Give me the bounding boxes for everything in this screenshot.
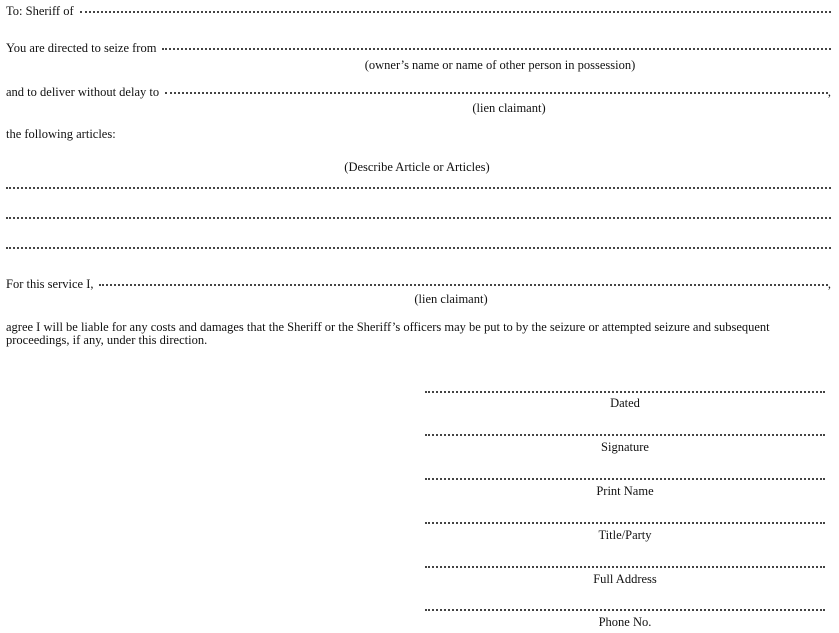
following-articles-label: the following articles:	[6, 127, 116, 141]
print-name-field[interactable]	[425, 477, 825, 480]
dated-caption: Dated	[610, 396, 640, 410]
sheriff-of-line	[6, 4, 831, 20]
seize-from-field[interactable]	[162, 47, 831, 50]
article-line-2	[6, 218, 831, 234]
article-field-2[interactable]	[6, 216, 831, 219]
phone-no-field[interactable]	[425, 608, 825, 611]
lien-claimant-caption-1: (lien claimant)	[472, 101, 546, 115]
deliver-to-label: and to deliver without delay to	[6, 85, 160, 99]
article-line-3	[6, 248, 831, 264]
seize-from-line	[6, 41, 831, 57]
seize-from-label: You are directed to seize from	[6, 41, 157, 55]
liability-paragraph: agree I will be liable for any costs and damages that the Sheriff or the Sheriff’s officers may be put to by the seizure or attempted seizure and subsequent proceedings, if any, under this direction.	[6, 320, 770, 347]
deliver-to-field[interactable]	[165, 91, 828, 94]
full-address-field[interactable]	[425, 565, 825, 568]
sheriff-of-field[interactable]	[80, 10, 831, 13]
title-party-field[interactable]	[425, 521, 825, 524]
describe-articles-caption: (Describe Article or Articles)	[344, 160, 490, 174]
signature-caption: Signature	[601, 440, 649, 454]
phone-no-caption: Phone No.	[598, 615, 652, 629]
service-line	[6, 277, 831, 293]
deliver-to-line	[6, 85, 831, 101]
title-party-caption: Title/Party	[598, 528, 652, 542]
dated-field[interactable]	[425, 390, 825, 393]
service-claimant-field[interactable]	[99, 283, 827, 286]
print-name-caption: Print Name	[596, 484, 654, 498]
article-field-1[interactable]	[6, 186, 831, 189]
deliver-comma: ,	[827, 85, 831, 99]
service-comma: ,	[827, 277, 831, 291]
full-address-caption: Full Address	[593, 572, 657, 586]
article-line-1	[6, 188, 831, 204]
owner-caption: (owner’s name or name of other person in possession)	[364, 58, 636, 72]
service-label: For this service I,	[6, 277, 94, 291]
sheriff-of-label: To: Sheriff of	[6, 4, 74, 18]
lien-claimant-caption-2: (lien claimant)	[414, 292, 488, 306]
signature-field[interactable]	[425, 433, 825, 436]
article-field-3[interactable]	[6, 246, 831, 249]
